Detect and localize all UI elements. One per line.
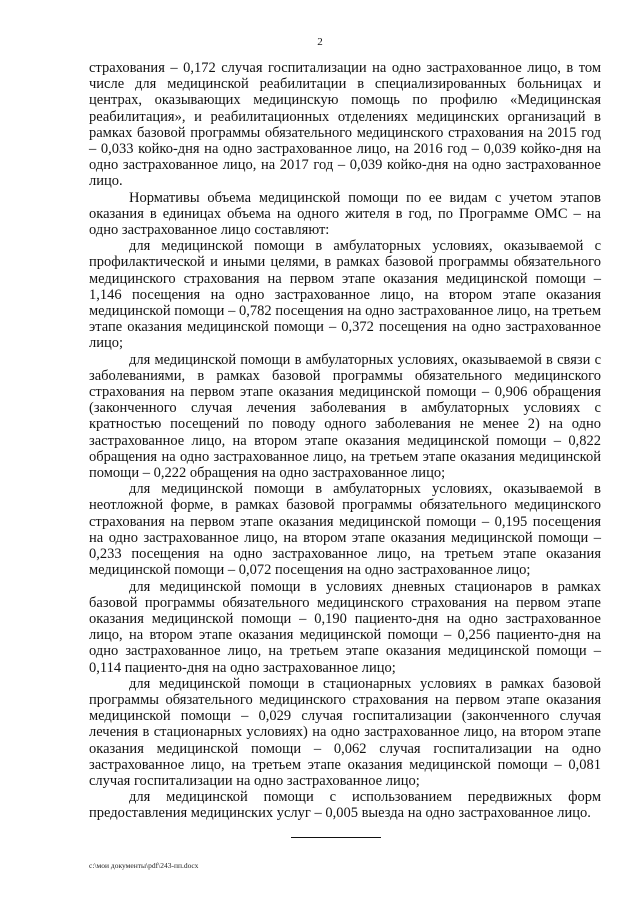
- document-body: [89, 60, 601, 822]
- paragraph-mobile-services: для медицинской помощи с использованием передвижных форм предоставления медицинских услуг – 0,005 выезда на одно застрахованное лицо.: [89, 789, 601, 822]
- paragraph-continuation: страхования – 0,172 случая госпитализации на одно застрахованное лицо, в том числе для медицинской реабилитации в специализированных больницах и центрах, оказывающих медицинскую помощь по профилю «Медицинская реабилитация», и реабилитационных отделениях медицинских организаций в рамках базовой программы обязательного медицинского страхования на 2015 год – 0,033 койко-дня на одно застрахованное лицо, на 2016 год – 0,039 койко-дня на одно застрахованное лицо, на 2017 год – 0,039 койко-дня на одно застрахованное лицо.: [89, 60, 601, 190]
- page-number: 2: [317, 36, 323, 48]
- footer-file-path: c:\мои документы\pdf\243-пп.docx: [89, 861, 199, 870]
- paragraph-outpatient-urgent: для медицинской помощи в амбулаторных условиях, оказываемой в неотложной форме, в рамках базовой программы обязательного медицинского страхования на первом этапе оказания медицинской помощи – 0,195 посещения на одно застрахованное лицо, на втором этапе оказания медицинской помощи – 0,233 посещения на одно застрахованное лицо, на третьем этапе оказания медицинской помощи – 0,072 посещения на одно застрахованное лицо;: [89, 481, 601, 579]
- paragraph-outpatient-disease: для медицинской помощи в амбулаторных условиях, оказываемой в связи с заболеваниями, в рамках базовой программы обязательного медицинского страхования на первом этапе оказания медицинской помощи – 0,906 обращения (законченного случая лечения заболевания в амбулаторных условиях с кратностью посещений по поводу одного заболевания не менее 2) на одно застрахованное лицо, на втором этапе оказания медицинской помощи – 0,822 обращения на одно застрахованное лицо, на третьем этапе оказания медицинской помощи – 0,222 обращения на одно застрахованное лицо;: [89, 351, 601, 482]
- paragraph-day-hospital: для медицинской помощи в условиях дневных стационаров в рамках базовой программы обязательного медицинского страхования на первом этапе оказания медицинской помощи – 0,190 пациенто-дня на одно застрахованное лицо, на втором этапе оказания медицинской помощи – 0,256 пациенто-дня на одно застрахованное лицо, на третьем этапе оказания медицинской помощи – 0,114 пациенто-дня на одно застрахованное лицо;: [89, 578, 601, 676]
- paragraph-inpatient: для медицинской помощи в стационарных условиях в рамках базовой программы обязательного медицинского страхования на первом этапе оказания медицинской помощи – 0,029 случая госпитализации (законченного случая лечения в стационарных условиях) на одно застрахованное лицо, на втором этапе оказания медицинской помощи – 0,062 случая госпитализации на одно застрахованное лицо, на третьем этапе оказания медицинской помощи – 0,081 случая госпитализации на одно застрахованное лицо;: [89, 675, 601, 789]
- end-divider: [291, 837, 381, 838]
- paragraph-outpatient-preventive: для медицинской помощи в амбулаторных условиях, оказываемой с профилактической и иными целями, в рамках базовой программы обязательного медицинского страхования на первом этапе оказания медицинской помощи – 1,146 посещения на одно застрахованное лицо, на втором этапе оказания медицинской помощи – 0,782 посещения на одно застрахованное лицо, на третьем этапе оказания медицинской помощи – 0,372 посещения на одно застрахованное лицо;: [89, 238, 601, 352]
- paragraph-norms-intro: Нормативы объема медицинской помощи по ее видам с учетом этапов оказания в единицах объема на одного жителя в год, по Программе ОМС – на одно застрахованное лицо составляют:: [89, 189, 601, 239]
